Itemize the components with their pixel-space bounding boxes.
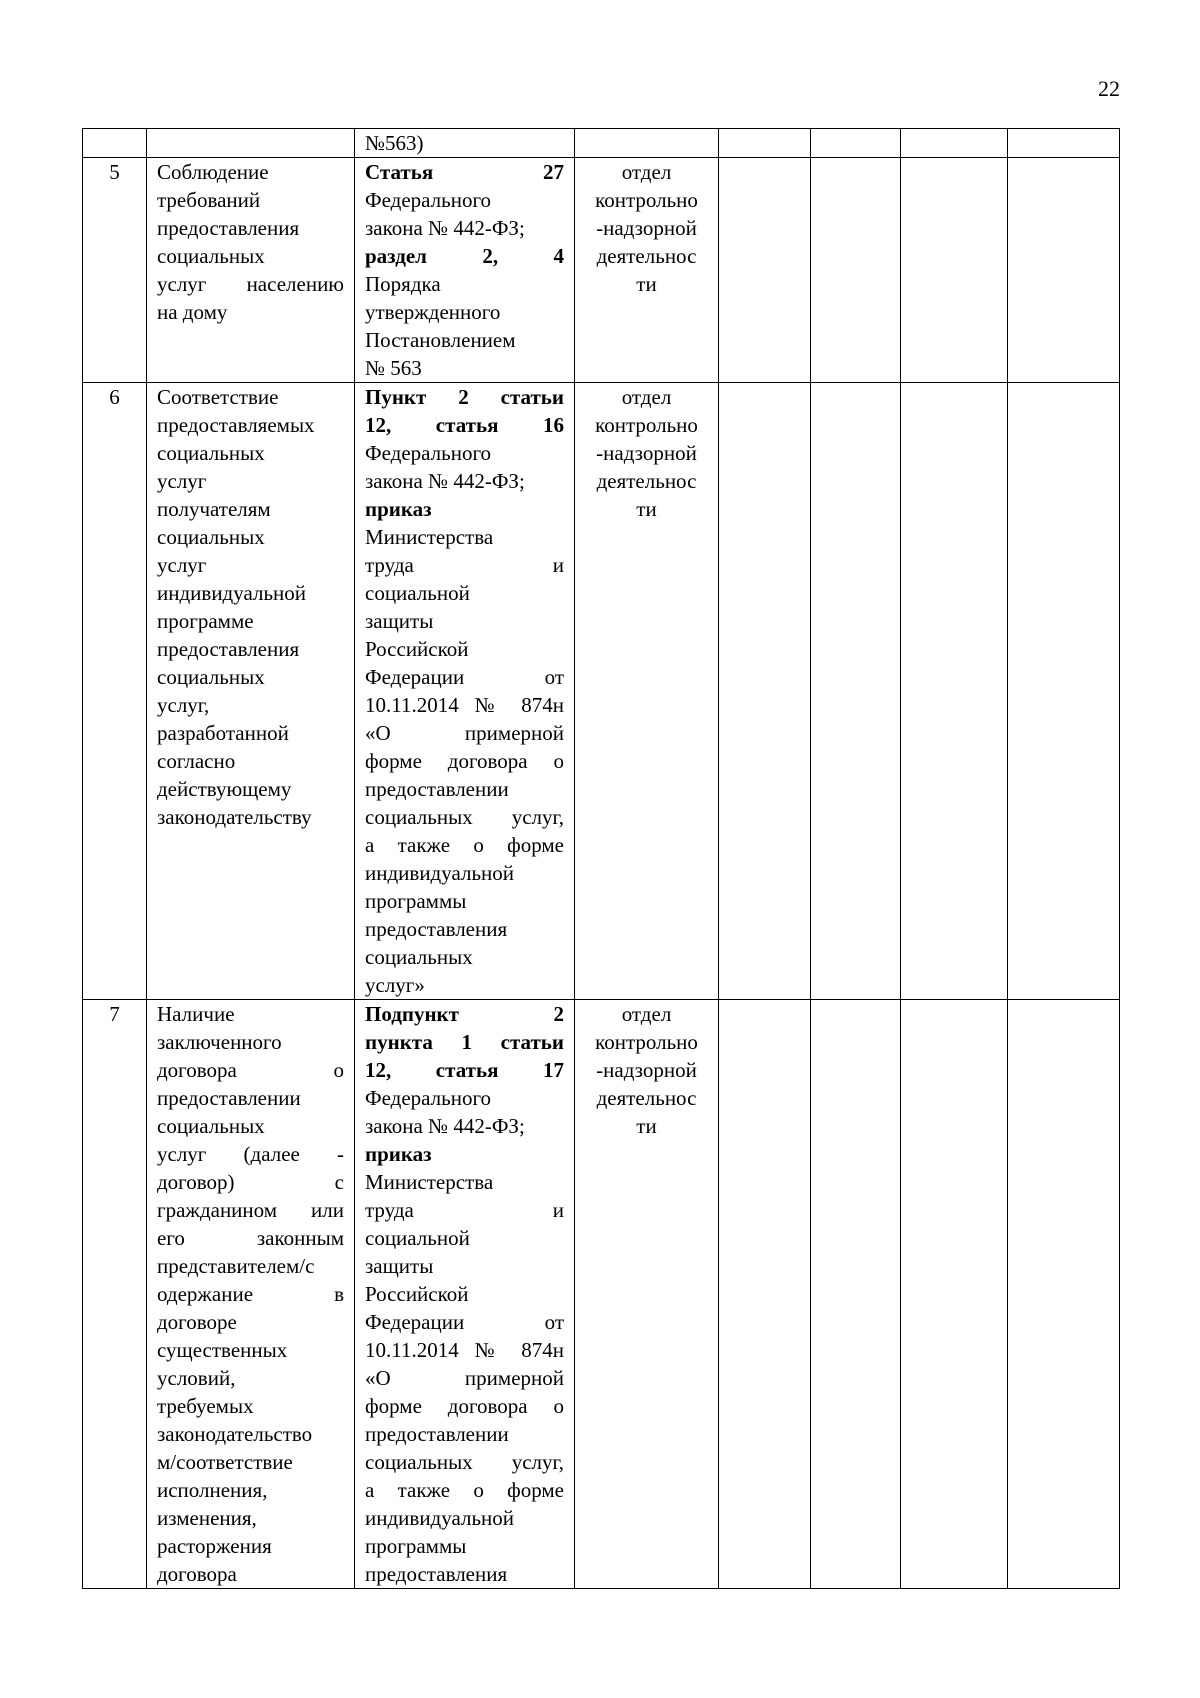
requirement-line: заключенного	[157, 1030, 282, 1054]
responsible-line: -надзорной	[596, 1058, 697, 1082]
responsible-line: деятельнос	[596, 1086, 697, 1110]
legal-basis-line: а также о форме	[365, 833, 564, 857]
legal-basis-line: предоставления	[365, 917, 508, 941]
requirement-line: услуг	[157, 553, 207, 577]
legal-basis-line: Министерства	[365, 1170, 494, 1194]
empty-cell	[901, 158, 1008, 383]
requirement-line: законодательству	[157, 805, 312, 829]
legal-basis-line: 10.11.2014 № 874н	[365, 1338, 564, 1362]
responsible-cell	[575, 129, 719, 158]
requirement-cell	[147, 383, 355, 1000]
responsible-line: отдел	[621, 385, 672, 409]
legal-basis-line: форме договора о	[365, 1394, 564, 1418]
empty-cell	[719, 383, 811, 1000]
row-number-cell	[83, 129, 147, 158]
legal-basis-line: Российской	[365, 637, 469, 661]
legal-basis-line: закона № 442-ФЗ;	[365, 216, 525, 240]
requirement-line: предоставления	[157, 637, 300, 661]
responsible-line: ти	[636, 497, 657, 521]
legal-basis-line: утвержденного	[365, 300, 501, 324]
responsible-line: контрольно	[595, 188, 698, 212]
responsible-line: ти	[636, 272, 657, 296]
requirement-line: одержание в	[157, 1282, 344, 1306]
responsible-line: отдел	[621, 160, 672, 184]
legal-basis-line: Федерации от	[365, 1310, 564, 1334]
requirement-line: условий,	[157, 1366, 236, 1390]
empty-cell	[811, 1000, 901, 1589]
requirement-line: социальных	[157, 244, 265, 268]
legal-basis-line: Статья 27	[365, 160, 564, 184]
responsible-line: отдел	[621, 1002, 672, 1026]
requirement-line: социальных	[157, 525, 265, 549]
responsible-cell	[575, 158, 719, 383]
responsible-line: ти	[636, 1114, 657, 1138]
legal-basis-cell	[355, 129, 575, 158]
requirement-line: гражданином или	[157, 1198, 344, 1222]
legal-basis-line: приказ	[365, 1142, 432, 1166]
requirement-cell	[147, 129, 355, 158]
legal-basis-line: Подпункт 2	[365, 1002, 564, 1026]
requirement-line: договор) с	[157, 1170, 344, 1194]
legal-basis-line: предоставления	[365, 1562, 508, 1586]
requirement-line: услуг (далее -	[157, 1142, 344, 1166]
requirement-line: Соответствие	[157, 385, 279, 409]
empty-cell	[901, 1000, 1008, 1589]
empty-cell	[719, 1000, 811, 1589]
empty-cell	[719, 158, 811, 383]
requirement-line: договора	[157, 1562, 237, 1586]
requirement-line: социальных	[157, 1114, 265, 1138]
legal-basis-line: 10.11.2014 № 874н	[365, 693, 564, 717]
legal-basis-line: труда и	[365, 1198, 564, 1222]
legal-basis-line: услуг»	[365, 973, 425, 997]
legal-basis-cell	[355, 383, 575, 1000]
responsible-line: деятельнос	[596, 244, 697, 268]
legal-basis-line: 12, статья 16	[365, 413, 564, 437]
page-number: 22	[1098, 76, 1120, 101]
legal-basis-line: социальных	[365, 945, 473, 969]
empty-cell	[811, 383, 901, 1000]
legal-basis-line: Порядка	[365, 272, 441, 296]
requirement-cell	[147, 1000, 355, 1589]
requirement-line: социальных	[157, 665, 265, 689]
requirement-cell	[147, 158, 355, 383]
requirement-line: изменения,	[157, 1506, 257, 1530]
legal-basis-line: 12, статья 17	[365, 1058, 564, 1082]
legal-basis-line: Министерства	[365, 525, 494, 549]
requirement-line: на дому	[157, 300, 228, 324]
requirement-line: представителем/с	[157, 1254, 315, 1278]
table-row	[83, 1000, 1120, 1589]
requirement-line: исполнения,	[157, 1478, 268, 1502]
legal-basis-line: «О примерной	[365, 1366, 564, 1390]
requirement-line: социальных	[157, 441, 265, 465]
legal-basis-line: Федерального	[365, 1086, 492, 1110]
requirement-line: предоставления	[157, 216, 300, 240]
empty-cell	[811, 129, 901, 158]
requirement-line: предоставлении	[157, 1086, 301, 1110]
legal-basis-line: Федерального	[365, 441, 492, 465]
legal-basis-line: Постановлением	[365, 328, 516, 352]
requirement-line: существенных	[157, 1338, 288, 1362]
requirement-line: договора о	[157, 1058, 344, 1082]
legal-basis-line: социальной	[365, 1226, 470, 1250]
responsible-line: -надзорной	[596, 216, 697, 240]
table-row	[83, 158, 1120, 383]
requirement-line: получателям	[157, 497, 271, 521]
requirement-line: услуг населению	[157, 272, 344, 296]
empty-cell	[901, 129, 1008, 158]
requirement-line: расторжения	[157, 1534, 272, 1558]
empty-cell	[1008, 158, 1120, 383]
requirement-line: предоставляемых	[157, 413, 315, 437]
requirement-line: Наличие	[157, 1002, 235, 1026]
legal-basis-line: предоставлении	[365, 777, 509, 801]
table-row	[83, 383, 1120, 1000]
requirement-line: услуг,	[157, 693, 210, 717]
row-number-cell: 7	[83, 1000, 147, 1589]
empty-cell	[1008, 1000, 1120, 1589]
inspection-table	[82, 128, 1120, 1589]
empty-cell	[811, 158, 901, 383]
legal-basis-line: № 563	[365, 356, 422, 380]
responsible-line: -надзорной	[596, 441, 697, 465]
legal-basis-line: раздел 2, 4	[365, 244, 564, 268]
requirement-line: действующему	[157, 777, 292, 801]
requirement-line: его законным	[157, 1226, 344, 1250]
legal-basis-line: закона № 442-ФЗ;	[365, 469, 525, 493]
legal-basis-line: пункта 1 статьи	[365, 1030, 564, 1054]
responsible-cell	[575, 383, 719, 1000]
row-number-cell: 5	[83, 158, 147, 383]
responsible-line: деятельнос	[596, 469, 697, 493]
legal-basis-line: индивидуальной	[365, 861, 514, 885]
legal-basis-line: защиты	[365, 609, 434, 633]
requirement-line: программе	[157, 609, 254, 633]
legal-basis-line: форме договора о	[365, 749, 564, 773]
legal-basis-line: Федерации от	[365, 665, 564, 689]
row-number-cell: 6	[83, 383, 147, 1000]
responsible-cell	[575, 1000, 719, 1589]
legal-basis-line: программы	[365, 889, 467, 913]
legal-basis-line: социальной	[365, 581, 470, 605]
empty-cell	[1008, 129, 1120, 158]
legal-basis-line: а также о форме	[365, 1478, 564, 1502]
requirement-line: индивидуальной	[157, 581, 306, 605]
requirement-line: м/соответствие	[157, 1450, 293, 1474]
legal-basis-line: Российской	[365, 1282, 469, 1306]
requirement-line: требуемых	[157, 1394, 254, 1418]
requirement-line: требований	[157, 188, 261, 212]
requirement-line: договоре	[157, 1310, 237, 1334]
empty-cell	[1008, 383, 1120, 1000]
legal-basis-line: «О примерной	[365, 721, 564, 745]
legal-basis-cell	[355, 158, 575, 383]
empty-cell	[719, 129, 811, 158]
requirement-line: законодательство	[157, 1422, 313, 1446]
legal-basis-cell	[355, 1000, 575, 1589]
legal-basis-line: Федерального	[365, 188, 492, 212]
table-row	[83, 129, 1120, 158]
legal-basis-line: труда и	[365, 553, 564, 577]
legal-basis-line: социальных услуг,	[365, 805, 564, 829]
empty-cell	[901, 383, 1008, 1000]
responsible-line: контрольно	[595, 413, 698, 437]
legal-basis-line: предоставлении	[365, 1422, 509, 1446]
legal-basis-line: индивидуальной	[365, 1506, 514, 1530]
legal-basis-line: закона № 442-ФЗ;	[365, 1114, 525, 1138]
legal-basis-line: №563)	[365, 131, 424, 155]
responsible-line: контрольно	[595, 1030, 698, 1054]
legal-basis-line: защиты	[365, 1254, 434, 1278]
requirement-line: согласно	[157, 749, 236, 773]
requirement-line: Соблюдение	[157, 160, 269, 184]
requirement-line: услуг	[157, 469, 207, 493]
legal-basis-line: социальных услуг,	[365, 1450, 564, 1474]
legal-basis-line: Пункт 2 статьи	[365, 385, 564, 409]
legal-basis-line: приказ	[365, 497, 432, 521]
requirement-line: разработанной	[157, 721, 289, 745]
legal-basis-line: программы	[365, 1534, 467, 1558]
